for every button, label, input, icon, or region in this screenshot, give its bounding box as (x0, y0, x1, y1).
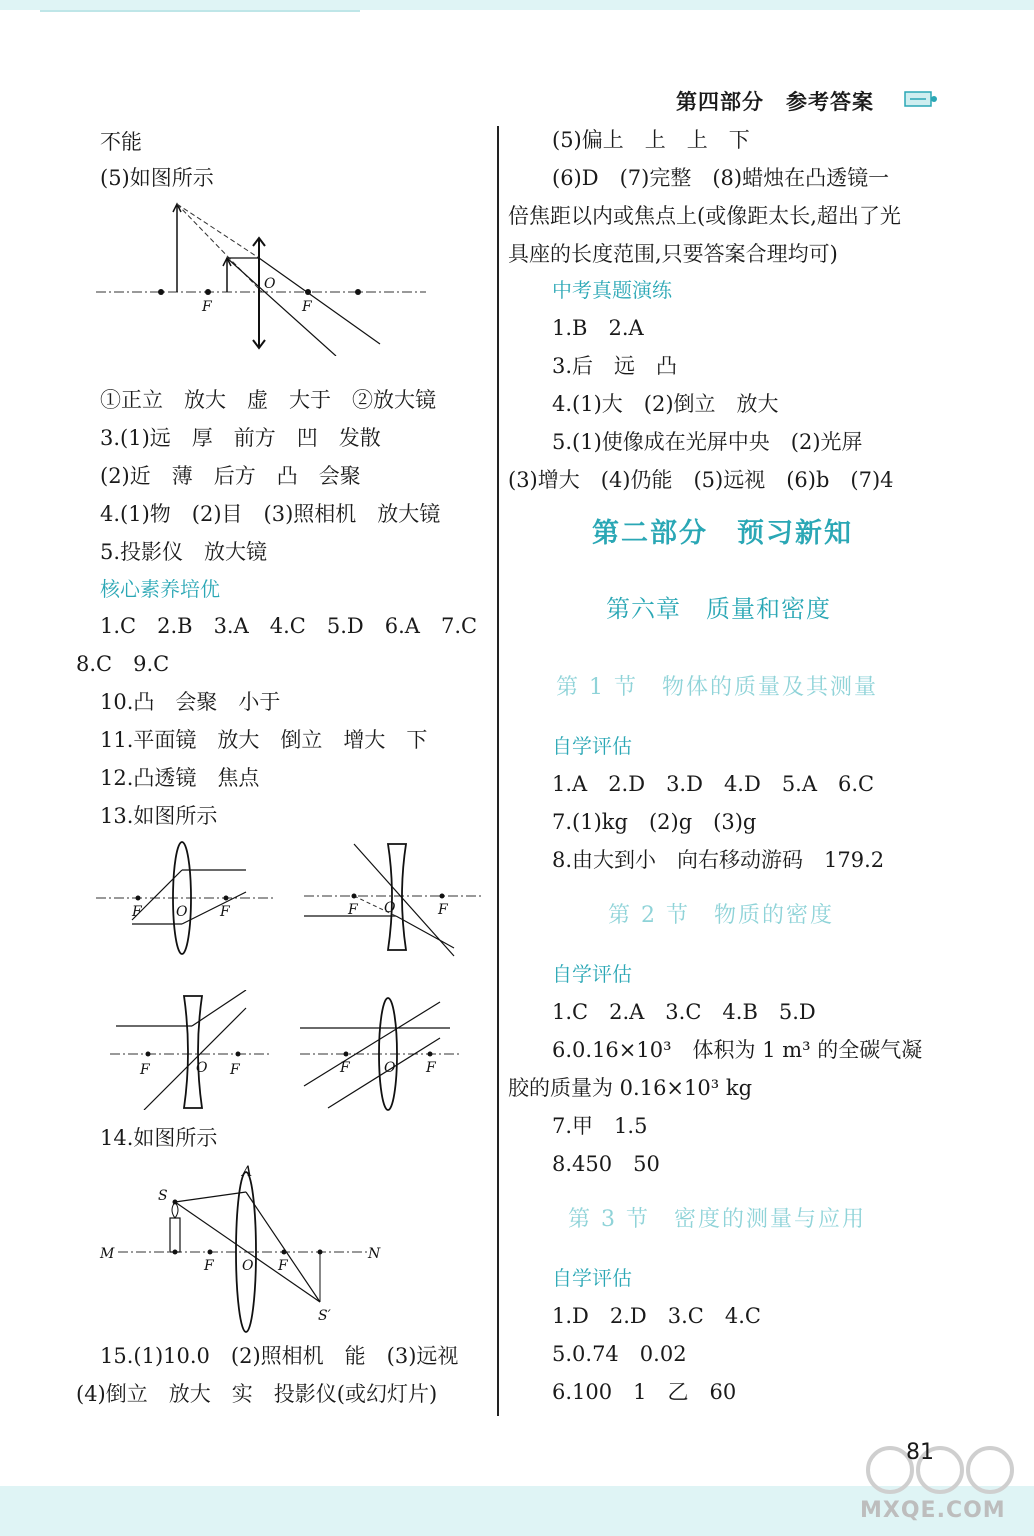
answer-line: 6.100 1 乙 60 (552, 1380, 737, 1404)
convex-lens-diagram-1 (96, 840, 276, 960)
answer-line: 1.C 2.B 3.A 4.C 5.D 6.A 7.C (100, 614, 478, 638)
svg-text:F: F (426, 1060, 436, 1076)
column-divider (497, 126, 499, 1416)
answer-line: 7.(1)kg (2)g (3)g (552, 810, 757, 834)
svg-text:S: S (158, 1188, 168, 1204)
answer-line: 12.凸透镜 焦点 (100, 766, 260, 790)
svg-text:F: F (302, 299, 312, 315)
answer-line: 倍焦距以内或焦点上(或像距太长,超出了光 (508, 204, 901, 228)
book-icon (904, 90, 938, 108)
answer-line: 10.凸 会聚 小于 (100, 690, 281, 714)
svg-text:F: F (348, 902, 358, 918)
concave-lens-diagram-1 (304, 840, 484, 960)
header-part: 第四部分 (676, 89, 764, 114)
svg-text:O: O (176, 904, 188, 920)
answer-line: 8.由大到小 向右移动游码 179.2 (552, 848, 885, 872)
svg-text:O: O (196, 1060, 208, 1076)
svg-text:F: F (202, 299, 212, 315)
page-header (676, 86, 874, 116)
svg-text:F: F (132, 904, 142, 920)
svg-text:F: F (278, 1258, 288, 1274)
top-band (0, 0, 1034, 10)
answer-line: 13.如图所示 (100, 804, 218, 828)
svg-text:F: F (438, 902, 448, 918)
answer-line: 胶的质量为 0.16×10³ kg (508, 1076, 753, 1100)
answer-line: (3)增大 (4)仍能 (5)远视 (6)b (7)4 (508, 468, 894, 492)
answer-line: 8.C 9.C (76, 652, 170, 676)
answer-line: 15.(1)10.0 (2)照相机 能 (3)远视 (100, 1344, 459, 1368)
convex-lens-magnifier-diagram (96, 196, 426, 356)
svg-text:M: M (100, 1246, 115, 1262)
svg-text:O: O (384, 1060, 396, 1076)
section-heading: 自学评估 (552, 1266, 632, 1290)
answer-line: 6.0.16×10³ 体积为 1 m³ 的全碳气凝 (552, 1038, 923, 1062)
svg-text:F: F (220, 904, 230, 920)
answer-line: 5.0.74 0.02 (552, 1342, 687, 1366)
svg-text:F: F (140, 1062, 150, 1078)
header-title: 参考答案 (786, 89, 874, 114)
svg-text:O: O (384, 900, 396, 916)
answer-line: (6)D (7)完整 (8)蜡烛在凸透镜一 (552, 166, 890, 190)
svg-text:N: N (368, 1246, 381, 1262)
answer-line: ①正立 放大 虚 大于 ②放大镜 (100, 388, 436, 412)
answer-line: 4.(1)物 (2)目 (3)照相机 放大镜 (100, 502, 441, 526)
answer-line: 14.如图所示 (100, 1126, 218, 1150)
answer-line: 1.B 2.A (552, 316, 644, 340)
answer-line: (4)倒立 放大 实 投影仪(或幻灯片) (76, 1382, 438, 1406)
svg-text:A: A (242, 1164, 253, 1180)
answer-line: 3.后 远 凸 (552, 354, 678, 378)
svg-text:O: O (242, 1258, 254, 1274)
answer-line: 不能 (100, 130, 142, 154)
convex-lens-diagram-2 (300, 996, 460, 1116)
answer-line: (2)近 薄 后方 凸 会聚 (100, 464, 361, 488)
answer-line: 8.450 50 (552, 1152, 660, 1176)
answer-line: 4.(1)大 (2)倒立 放大 (552, 392, 779, 416)
svg-text:F: F (204, 1258, 214, 1274)
section-heading: 中考真题演练 (552, 278, 672, 302)
answer-line: 5.(1)使像成在光屏中央 (2)光屏 (552, 430, 863, 454)
page-number: 81 (906, 1440, 934, 1465)
candle-image-diagram (96, 1160, 396, 1336)
svg-text:O: O (264, 276, 276, 292)
svg-text:F: F (230, 1062, 240, 1078)
section-heading: 核心素养培优 (100, 577, 220, 601)
answer-line: 1.A 2.D 3.D 4.D 5.A 6.C (552, 772, 875, 796)
answer-line: 7.甲 1.5 (552, 1114, 648, 1138)
answer-line: 1.D 2.D 3.C 4.C (552, 1304, 761, 1328)
answer-line: 具座的长度范围,只要答案合理均可) (508, 242, 838, 266)
svg-text:S′: S′ (318, 1308, 331, 1324)
lesson-title: 第 2 节 物质的密度 (608, 903, 834, 928)
answer-line: 5.投影仪 放大镜 (100, 540, 268, 564)
part-title: 第二部分 预习新知 (592, 518, 853, 549)
section-heading: 自学评估 (552, 734, 632, 758)
svg-text:F: F (340, 1060, 350, 1076)
top-rule (40, 10, 360, 12)
answer-line: (5)如图所示 (100, 166, 214, 190)
lesson-title: 第 3 节 密度的测量与应用 (568, 1207, 866, 1232)
concave-lens-diagram-2 (110, 990, 270, 1110)
lesson-title: 第 1 节 物体的质量及其测量 (556, 675, 878, 700)
answer-line: 1.C 2.A 3.C 4.B 5.D (552, 1000, 816, 1024)
answer-line: 3.(1)远 厚 前方 凹 发散 (100, 426, 381, 450)
section-heading: 自学评估 (552, 962, 632, 986)
answer-line: 11.平面镜 放大 倒立 增大 下 (100, 728, 428, 752)
chapter-title: 第六章 质量和密度 (606, 595, 831, 623)
watermark-text: MXQE.COM (860, 1498, 1006, 1523)
answer-line: (5)偏上 上 上 下 (552, 128, 750, 152)
